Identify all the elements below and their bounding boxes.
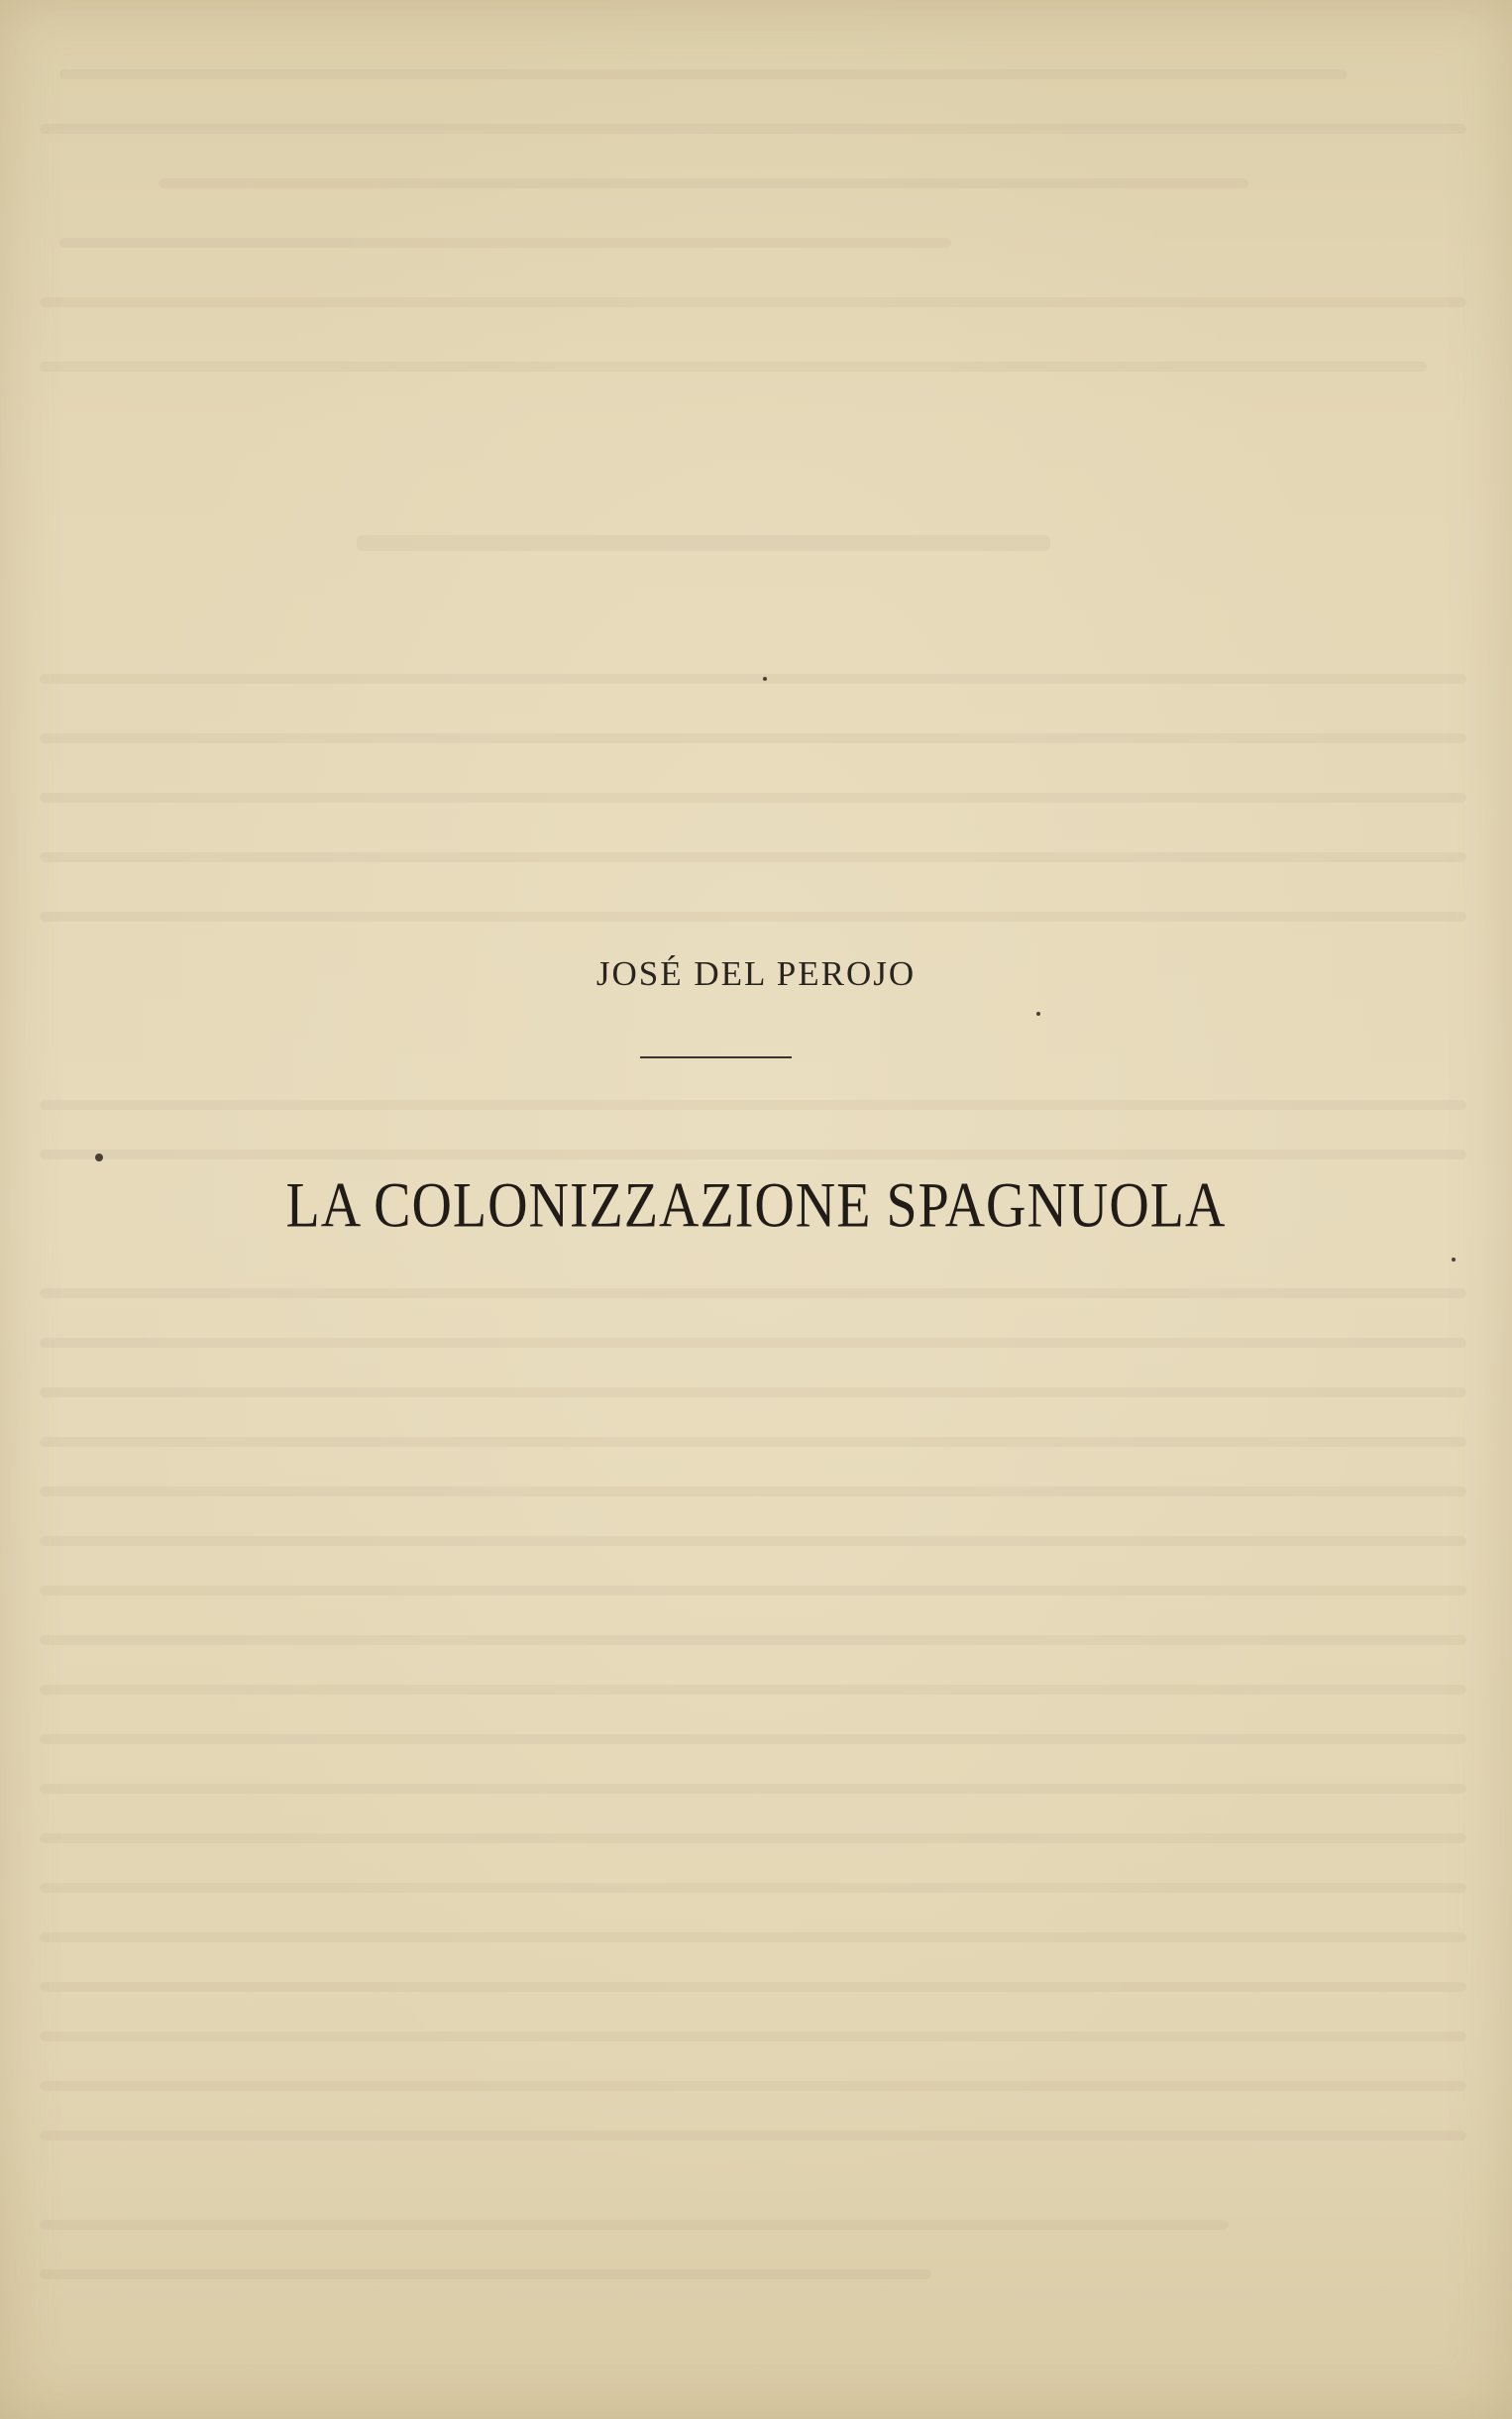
show-through-line (40, 1734, 1466, 1744)
show-through-line (40, 362, 1427, 372)
show-through-line (40, 793, 1466, 803)
show-through-line (40, 2131, 1466, 2141)
ink-speck (1036, 1012, 1040, 1016)
chapter-title: LA COLONIZZAZIONE SPAGNUOLA (285, 1170, 1227, 1242)
show-through-line (59, 69, 1348, 79)
show-through-line (40, 1150, 1466, 1159)
show-through-line (40, 297, 1466, 307)
show-through-line (40, 1100, 1466, 1110)
show-through-line (40, 1883, 1466, 1893)
ink-speck (95, 1154, 103, 1161)
ink-speck (763, 677, 767, 681)
separator-rule (640, 1056, 792, 1058)
show-through-line (40, 1635, 1466, 1645)
show-through-line (40, 1932, 1466, 1942)
show-through-line (40, 1486, 1466, 1496)
show-through-line (59, 238, 951, 248)
show-through-line (159, 178, 1248, 188)
show-through-line (40, 2220, 1229, 2230)
show-through-line (40, 1586, 1466, 1595)
show-through-line (40, 674, 1466, 684)
show-through-line (40, 1437, 1466, 1447)
show-through-line (357, 535, 1050, 551)
show-through-line (40, 1536, 1466, 1546)
show-through-line (40, 2032, 1466, 2041)
author-name: JOSÉ DEL PEROJO (595, 954, 917, 993)
show-through-line (40, 1784, 1466, 1794)
show-through-line (40, 1387, 1466, 1397)
show-through-line (40, 2269, 931, 2279)
show-through-line (40, 912, 1466, 922)
show-through-line (40, 1685, 1466, 1695)
show-through-line (40, 124, 1466, 134)
show-through-line (40, 852, 1466, 862)
show-through-line (40, 1288, 1466, 1298)
show-through-line (40, 1338, 1466, 1348)
show-through-line (40, 2081, 1466, 2091)
show-through-line (40, 1982, 1466, 1992)
show-through-line (40, 733, 1466, 743)
show-through-line (40, 1833, 1466, 1843)
ink-speck (1452, 1258, 1456, 1262)
